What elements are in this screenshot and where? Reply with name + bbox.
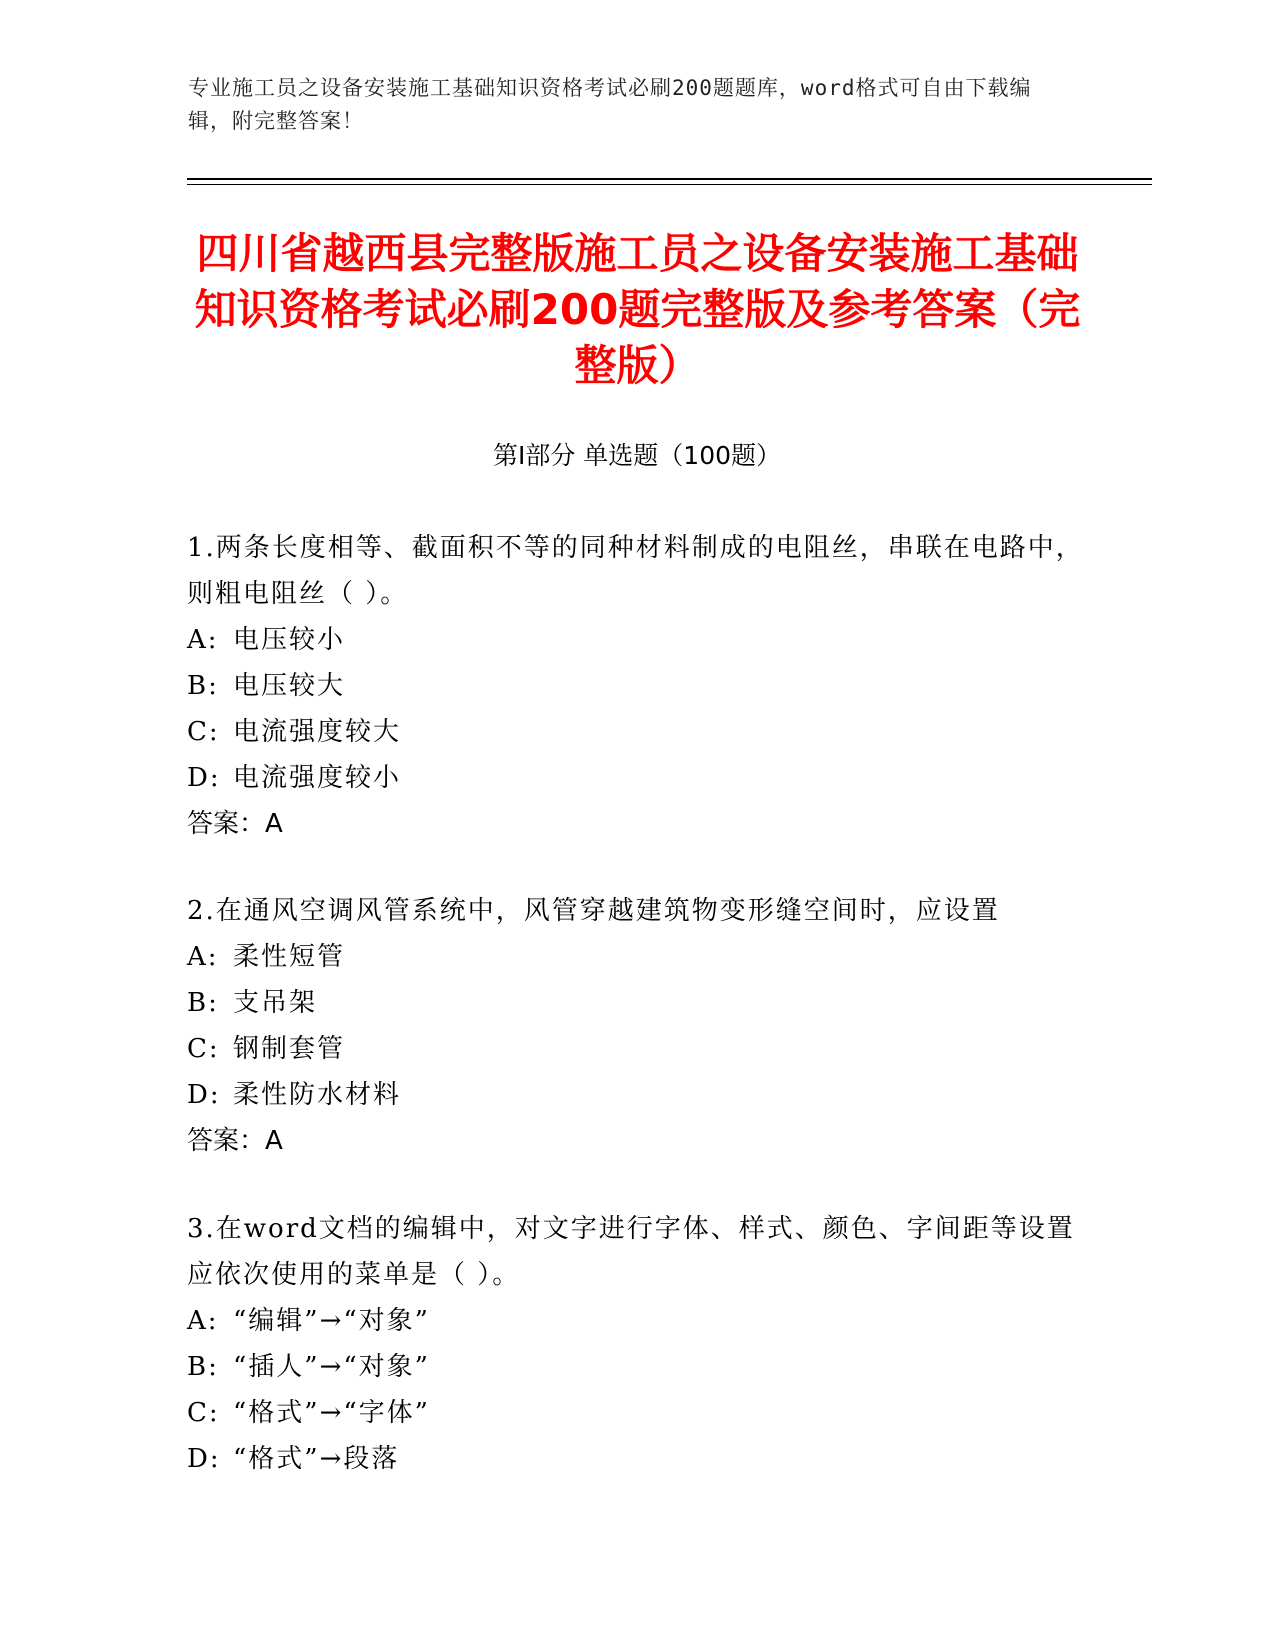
option-b: [187, 663, 1087, 709]
section-title: 第Ⅰ部分 单选题（100题）: [492, 441, 782, 470]
option-text: 钢制套管: [233, 1034, 346, 1064]
option-a: [187, 934, 1087, 980]
option-a: [187, 617, 1087, 663]
option-key: C:: [187, 1034, 220, 1064]
question-stem: 2.在通风空调风管系统中，风管穿越建筑物变形缝空间时，应设置: [187, 896, 1000, 926]
option-text: “插人”→“对象”: [233, 1352, 430, 1382]
option-b: [187, 980, 1087, 1026]
option-key: D:: [187, 1444, 221, 1474]
option-key: D:: [187, 763, 221, 793]
option-text: 柔性短管: [233, 942, 346, 972]
question-2: [187, 888, 1087, 1164]
option-key: C:: [187, 1398, 220, 1428]
option-key: B:: [187, 1352, 219, 1382]
option-key: D:: [187, 1080, 221, 1110]
option-text: “编辑”→“对象”: [233, 1306, 430, 1336]
header-rule-thin: [187, 184, 1152, 185]
question-stem: 3.在word文档的编辑中，对文字进行字体、样式、颜色、字间距等设置应依次使用的菜单是（ ）。: [187, 1214, 1075, 1290]
option-text: 电压较小: [233, 625, 346, 655]
question-1: [187, 525, 1087, 847]
question-3: [187, 1206, 1087, 1482]
option-c: [187, 1026, 1087, 1072]
answer-line: 答案：A: [187, 1126, 283, 1156]
option-a: [187, 1298, 1087, 1344]
option-key: C:: [187, 717, 220, 747]
option-d: [187, 1072, 1087, 1118]
header-note: 专业施工员之设备安装施工基础知识资格考试必刷200题题库，word格式可自由下载编辑，附完整答案！: [188, 76, 1032, 133]
option-text: 柔性防水材料: [233, 1080, 402, 1110]
option-c: [187, 709, 1087, 755]
option-key: B:: [187, 988, 219, 1018]
option-text: 电流强度较大: [233, 717, 402, 747]
option-key: A:: [187, 625, 219, 655]
option-c: [187, 1390, 1087, 1436]
option-d: [187, 1436, 1087, 1482]
option-text: 电压较大: [233, 671, 346, 701]
option-text: 电流强度较小: [233, 763, 402, 793]
option-key: B:: [187, 671, 219, 701]
option-text: 支吊架: [233, 988, 318, 1018]
header-rule-thick: [187, 178, 1152, 180]
option-key: A:: [187, 942, 219, 972]
document-title: 四川省越西县完整版施工员之设备安装施工基础知识资格考试必刷200题完整版及参考答案（完整版）: [194, 229, 1081, 390]
answer-line: 答案：A: [187, 809, 283, 839]
option-d: [187, 755, 1087, 801]
option-b: [187, 1344, 1087, 1390]
question-stem: 1.两条长度相等、截面积不等的同种材料制成的电阻丝，串联在电路中，则粗电阻丝（ ）。: [187, 533, 1084, 609]
option-key: A:: [187, 1306, 219, 1336]
option-text: “格式”→段落: [233, 1444, 400, 1474]
option-text: “格式”→“字体”: [233, 1398, 430, 1428]
